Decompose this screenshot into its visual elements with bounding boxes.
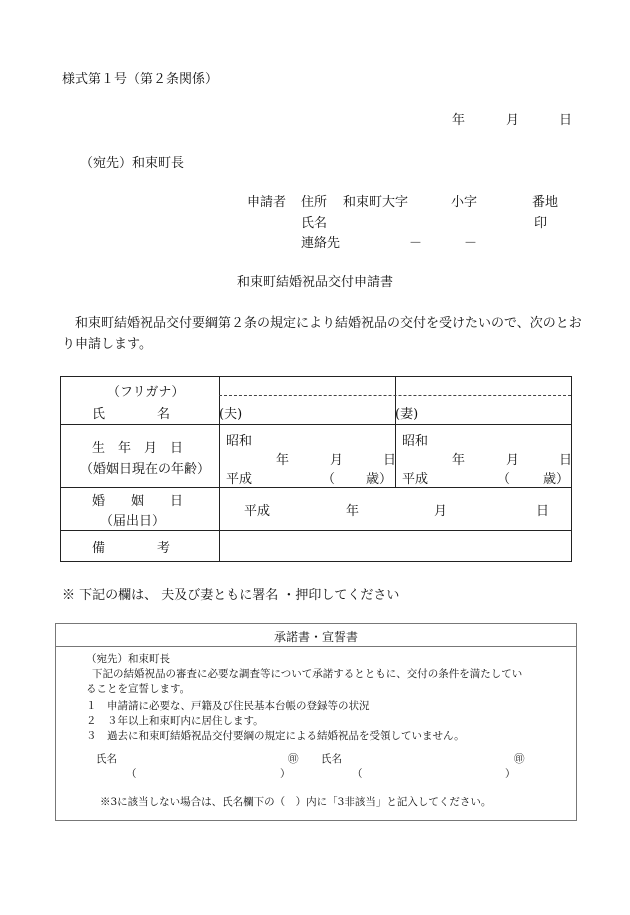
birth-date-label: 生 年 月 日 xyxy=(92,441,184,456)
remarks-label: 備 考 xyxy=(92,541,171,556)
consent-line-2: ることを宣誓します。 xyxy=(86,683,191,695)
contact-dash-1: － xyxy=(409,236,423,251)
wife-sign-name-label: 氏名 xyxy=(321,753,342,765)
marriage-month: 月 xyxy=(434,504,448,519)
addressee: （宛先）和束町長 xyxy=(80,156,185,171)
address-koaza: 小字 xyxy=(451,195,478,210)
address-label: 住所 xyxy=(301,195,328,210)
contact-label: 連絡先 xyxy=(301,236,341,251)
document-title: 和束町結婚祝品交付申請書 xyxy=(236,275,393,290)
seal-mark: 印 xyxy=(534,216,548,231)
address-town: 和束町大字 xyxy=(343,195,409,210)
consent-item-3: ３ 過去に和束町結婚祝品交付要綱の規定による結婚祝品を受領していません。 xyxy=(86,730,465,742)
marriage-date-sublabel: （届出日） xyxy=(100,514,166,529)
date-year-label: 年 xyxy=(452,113,466,128)
wife-note-close: ） xyxy=(505,768,516,780)
birth-date-sublabel: （婚姻日現在の年齢） xyxy=(80,462,211,477)
husband-note-open: （ xyxy=(126,768,137,780)
husband-showa: 昭和 xyxy=(226,434,253,449)
form-id: 様式第１号（第２条関係） xyxy=(62,72,219,87)
husband-sign-seal: ㊞ xyxy=(288,753,299,765)
consent-footnote: ※3に該当しない場合は、氏名欄下の（ ）内に「3非該当」と記入してください。 xyxy=(100,796,492,808)
date-day-label: 日 xyxy=(559,113,573,128)
furigana-label: （フリガナ） xyxy=(107,385,185,400)
husband-label: (夫) xyxy=(219,407,243,422)
marriage-year: 年 xyxy=(346,504,360,519)
consent-addressee: （宛先）和束町長 xyxy=(86,653,170,665)
wife-showa: 昭和 xyxy=(402,434,429,449)
husband-birth-year: 年 xyxy=(276,453,290,468)
husband-note-close: ） xyxy=(280,768,291,780)
wife-birth-day: 日 xyxy=(559,453,573,468)
wife-age-open: （ xyxy=(497,472,511,487)
husband-age-open: （ xyxy=(322,472,336,487)
husband-heisei: 平成 xyxy=(226,472,253,487)
consent-title: 承諾書・宣誓書 xyxy=(273,630,358,644)
wife-note-open: （ xyxy=(352,768,363,780)
wife-label: (妻) xyxy=(395,407,419,422)
wife-birth-month: 月 xyxy=(506,453,520,468)
wife-heisei: 平成 xyxy=(402,472,429,487)
husband-age: 歳） xyxy=(366,472,393,487)
date-month-label: 月 xyxy=(506,113,520,128)
wife-age: 歳） xyxy=(543,472,570,487)
applicant-label: 申請者 xyxy=(247,195,287,210)
consent-item-2: ２ ３年以上和束町内に居住します。 xyxy=(86,715,264,727)
marriage-day: 日 xyxy=(536,504,550,519)
signature-notice: ※ 下記の欄は、 夫及び妻ともに署名 ・押印してください xyxy=(62,588,400,603)
wife-sign-seal: ㊞ xyxy=(514,753,525,765)
husband-sign-name-label: 氏名 xyxy=(96,753,117,765)
marriage-date-label: 婚 姻 日 xyxy=(92,494,184,509)
address-banchi: 番地 xyxy=(532,195,559,210)
husband-birth-day: 日 xyxy=(383,453,397,468)
contact-dash-2: － xyxy=(464,236,478,251)
consent-item-1: １ 申請請に必要な、戸籍及び住民基本台帳の登録等の状況 xyxy=(86,700,370,712)
husband-birth-month: 月 xyxy=(330,453,344,468)
applicant-name-label: 氏名 xyxy=(301,216,328,231)
consent-oath-box xyxy=(55,623,577,821)
name-label: 氏 名 xyxy=(92,407,171,422)
consent-line-1: 下記の結婚祝品の審査に必要な調査等について承諾するとともに、交付の条件を満たしてい xyxy=(92,668,523,680)
marriage-era: 平成 xyxy=(244,504,271,519)
wife-birth-year: 年 xyxy=(452,453,466,468)
application-statement: 和束町結婚祝品交付要綱第２条の規定により結婚祝品の交付を受けたいので、次のとおり申請します。 xyxy=(62,316,582,352)
